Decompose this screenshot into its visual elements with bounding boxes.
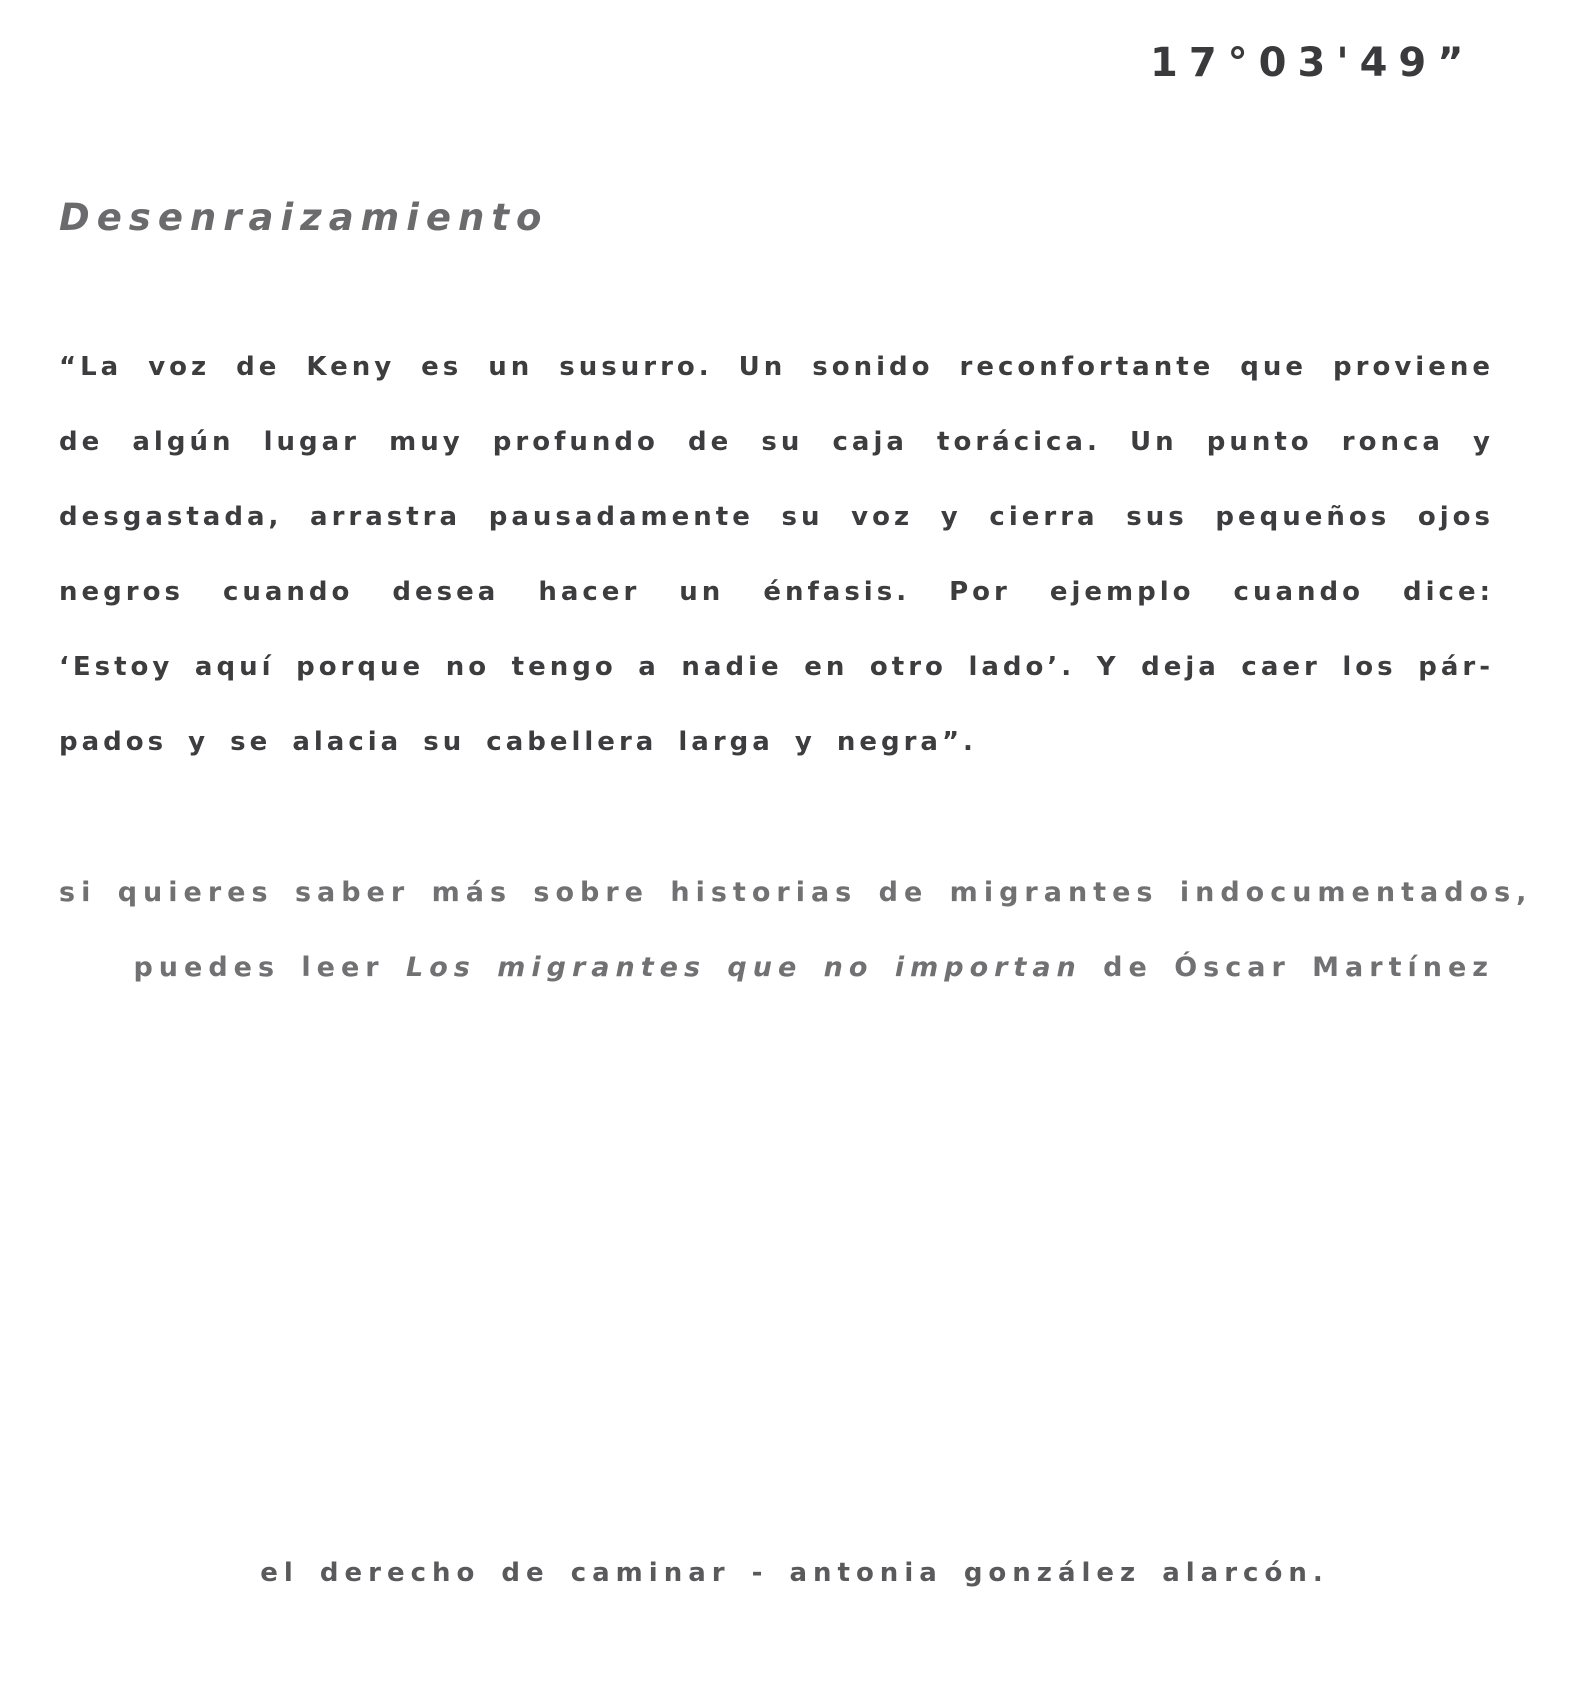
quote-line: desgastada, arrastra pausadamente su voz y cierra sus pequeños ojos	[59, 502, 1494, 532]
recommendation-prefix: puedes leer	[133, 952, 407, 983]
recommendation-suffix: de Óscar Martínez	[1081, 952, 1494, 983]
quote-line: “La voz de Keny es un susurro. Un sonido reconfortante que proviene	[59, 352, 1494, 382]
quote-line: negros cuando desea hacer un énfasis. Por ejemplo cuando dice:	[59, 577, 1494, 607]
recommendation-line-2	[59, 952, 1494, 1027]
coordinate-label: 17°03'49”	[1150, 40, 1475, 86]
quote-block	[59, 352, 1494, 802]
footer-credit: el derecho de caminar - antonia gonzález alarcón.	[260, 1558, 1329, 1588]
quote-line: pados y se alacia su cabellera larga y negra”.	[59, 727, 977, 757]
quote-line: ‘Estoy aquí porque no tengo a nadie en otro lado’. Y deja caer los pár-	[59, 652, 1494, 682]
reading-recommendation	[59, 877, 1533, 1027]
section-title: Desenraizamiento	[59, 196, 549, 239]
book-title: Los migrantes que no importan	[406, 952, 1082, 983]
quote-line: de algún lugar muy profundo de su caja torácica. Un punto ronca y	[59, 427, 1494, 457]
recommendation-line-1: si quieres saber más sobre historias de migrantes indocumentados,	[59, 877, 1533, 908]
